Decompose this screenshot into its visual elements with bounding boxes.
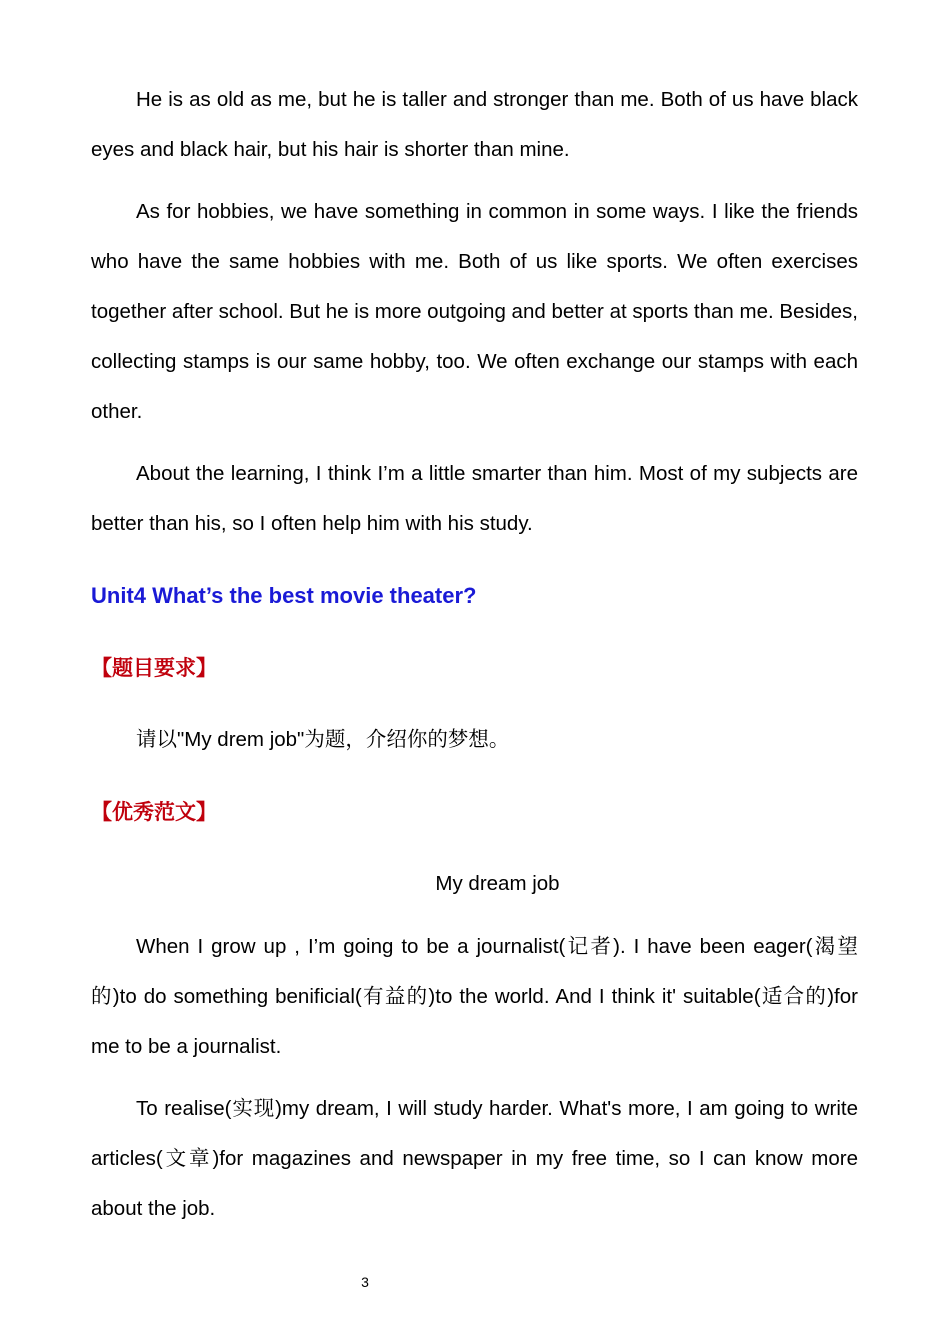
requirement-label: 【题目要求】	[91, 656, 217, 680]
unit-heading: Unit4 What’s the best movie theater?	[91, 583, 477, 608]
paragraph-appearance: He is as old as me, but he is taller and stronger than me. Both of us have black eyes and black hair, but his hair is shorter than mine.	[91, 88, 858, 161]
sample-label: 【优秀范文】	[91, 800, 217, 824]
paragraph-hobbies: As for hobbies, we have something in common in some ways. I like the friends who have the same hobbies with me. Both of us like sports. We often exercises together after school. But he is more outgoing and better at sports than me. Besides, collecting stamps is our same hobby, too. We often exchange our stamps with each other.	[91, 200, 858, 423]
requirement-text: 请以"My drem job"为题，介绍你的梦想。	[136, 728, 510, 751]
paragraph-learning: About the learning, I think I’m a little smarter than him. Most of my subjects are better than his, so I often help him with his study.	[91, 462, 858, 535]
essay-paragraph-2: To realise(实现)my dream, I will study harder. What's more, I am going to write articles(文章)for magazines and newspaper in my free time, so I can know more about the job.	[91, 1097, 858, 1220]
page-number: 3	[361, 1274, 369, 1290]
essay-title: My dream job	[435, 872, 560, 895]
essay-paragraph-1: When I grow up , I’m going to be a journalist(记者). I have been eager(渴望的)to do something benificial(有益的)to the world. And I think it' suitable(适合的)for me to be a journalist.	[91, 935, 858, 1058]
